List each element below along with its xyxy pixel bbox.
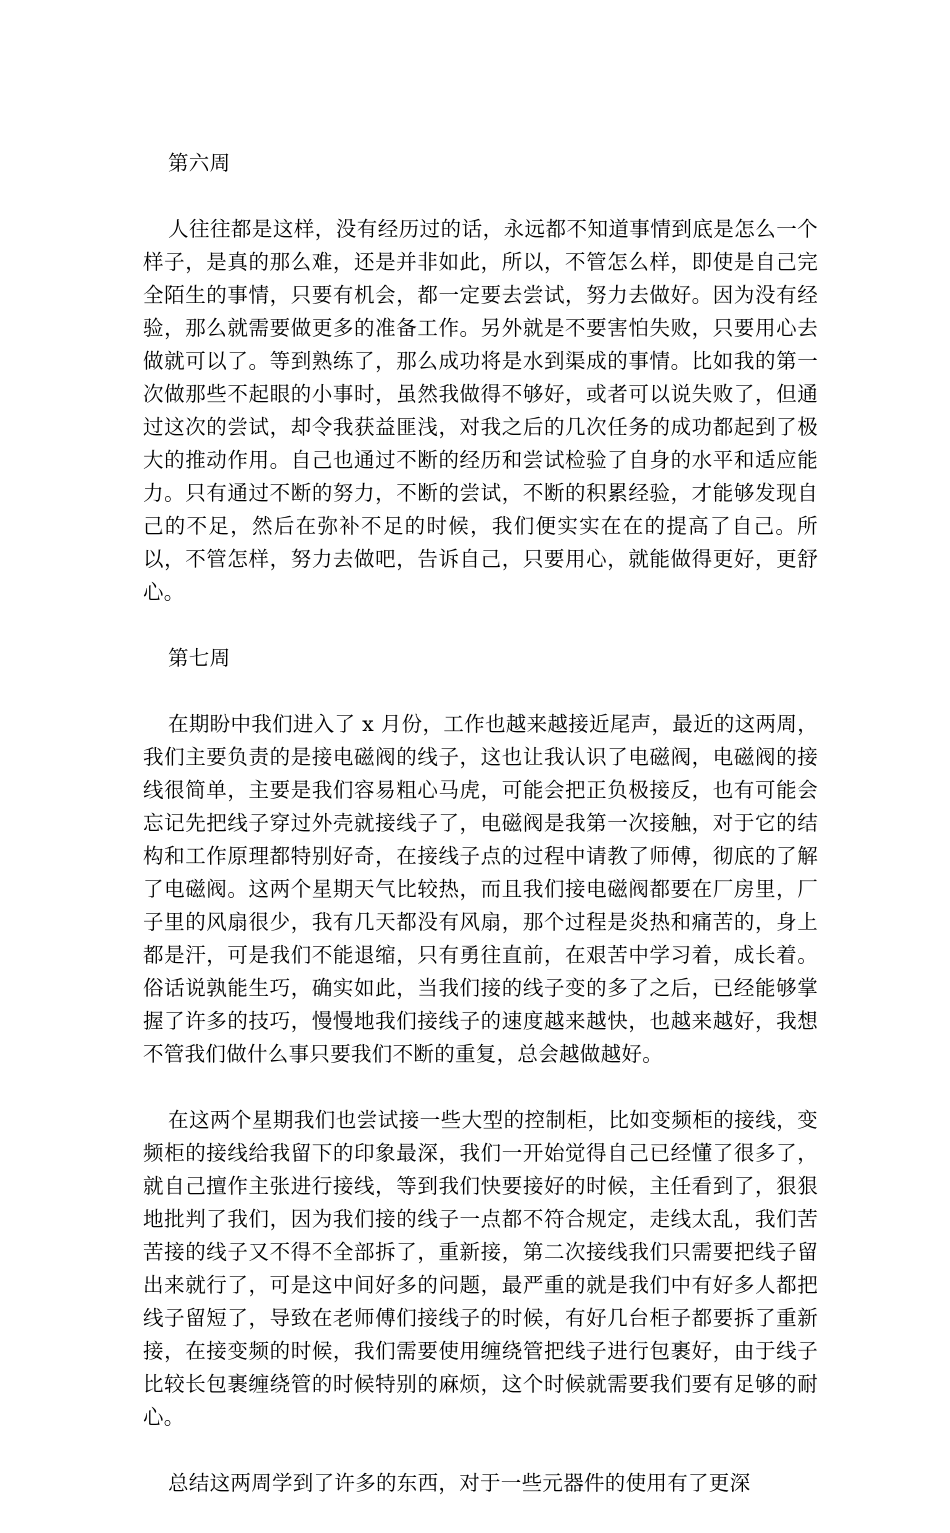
document-page [143,147,818,1533]
paragraph: 在这两个星期我们也尝试接一些大型的控制柜，比如变频柜的接线，变频柜的接线给我留下的印象最深，我们一开始觉得自己已经懂了很多了，就自己擅作主张进行接线，等到我们快要接好的时候，主任看到了，狠狠地批判了我们，因为我们接的线子一点都不符合规定，走线太乱，我们苦苦接的线子又不得不全部拆了，重新接，第二次接线我们只需要把线子留出来就行了，可是这中间好多的问题，最严重的就是我们中有好多人都把线子留短了，导致在老师傅们接线子的时候，有好几台柜子都要拆了重新接，在接变频的时候，我们需要使用缠绕管把线子进行包裹好，由于线子比较长包裹缠绕管的时候特别的麻烦，这个时候就需要我们要有足够的耐心。 [143,1108,818,1429]
paragraph: 在期盼中我们进入了 x 月份，工作也越来越接近尾声，最近的这两周，我们主要负责的是接电磁阀的线子，这也让我认识了电磁阀，电磁阀的接线很简单，主要是我们容易粗心马虎，可能会把正负极接反，也有可能会忘记先把线子穿过外壳就接线子了，电磁阀是我第一次接触，对于它的结构和工作原理都特别好奇，在接线子点的过程中请教了师傅，彻底的了解了电磁阀。这两个星期天气比较热，而且我们接电磁阀都要在厂房里，厂子里的风扇很少，我有几天都没有风扇，那个过程是炎热和痛苦的，身上都是汗，可是我们不能退缩，只有勇往直前，在艰苦中学习着，成长着。俗话说孰能生巧，确实如此，当我们接的线子变的多了之后，已经能够掌握了许多的技巧，慢慢地我们接线子的速度越来越快，也越来越好，我想不管我们做什么事只要我们不断的重复，总会越做越好。 [143,712,818,1066]
paragraph: 人往往都是这样，没有经历过的话，永远都不知道事情到底是怎么一个样子，是真的那么难，还是并非如此，所以，不管怎么样，即使是自己完全陌生的事情，只要有机会，都一定要去尝试，努力去做好。因为没有经验，那么就需要做更多的准备工作。另外就是不要害怕失败，只要用心去做就可以了。等到熟练了，那么成功将是水到渠成的事情。比如我的第一次做那些不起眼的小事时，虽然我做得不够好，或者可以说失败了，但通过这次的尝试，却令我获益匪浅，对我之后的几次任务的成功都起到了极大的推动作用。自己也通过不断的经历和尝试检验了自身的水平和适应能力。只有通过不断的努力，不断的尝试，不断的积累经验，才能够发现自己的不足，然后在弥补不足的时候，我们便实实在在的提高了自己。所以，不管怎样，努力去做吧，告诉自己，只要用心，就能做得更好，更舒心。 [143,217,818,604]
paragraph: 总结这两周学到了许多的东西，对于一些元器件的使用有了更深 [168,1471,751,1495]
section-heading-week-7: 第七周 [168,646,231,670]
section-heading-week-6: 第六周 [168,151,231,175]
